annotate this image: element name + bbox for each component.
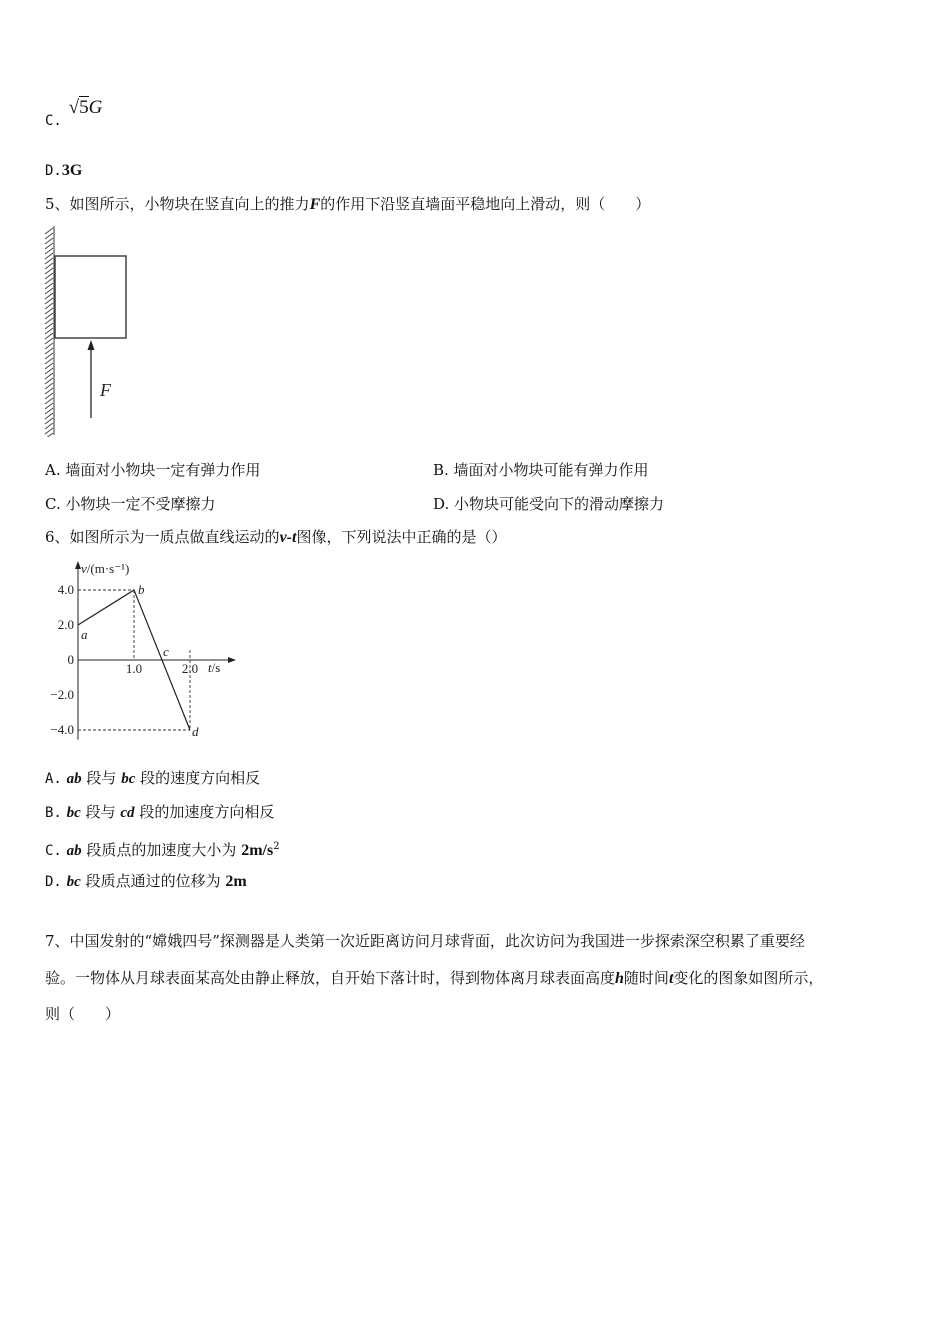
q5-option-b: B. 墙面对小物块可能有弹力作用 <box>433 461 649 479</box>
q7-number: 7、 <box>45 932 70 950</box>
option-d-label: D. <box>45 163 62 179</box>
point-label-d: d <box>192 724 199 739</box>
hatch-line <box>45 303 53 309</box>
q6-b-seg1: bc <box>66 805 81 821</box>
q6-a-seg2: bc <box>121 771 136 787</box>
hatch-line <box>45 263 53 269</box>
hatch-line <box>45 398 53 404</box>
question-7-line3: 则（ ） <box>45 1005 121 1023</box>
q7-var-t: t <box>668 970 674 987</box>
hatch-line <box>45 258 53 264</box>
hatch-line <box>45 388 53 394</box>
q6-option-b <box>45 802 274 823</box>
hatch-line <box>45 308 53 314</box>
hatch-line <box>45 413 53 419</box>
hatch-line <box>45 393 53 399</box>
hatch-line <box>45 268 53 274</box>
q6-d-text1: 段质点通过的位移为 <box>85 872 221 890</box>
q5-figure <box>40 222 150 437</box>
y-tick-label: 4.0 <box>57 582 74 597</box>
hatch-line <box>45 273 53 279</box>
hatch-line <box>45 383 53 389</box>
force-arrow-head <box>88 340 95 350</box>
q6-option-a <box>45 768 260 789</box>
hatch-line <box>45 283 53 289</box>
q6-var-vt: v-t <box>279 529 297 546</box>
hatch-line <box>45 358 53 364</box>
hatch-line <box>45 293 53 299</box>
q7-line2-a: 验。一物体从月球表面某高处由静止释放，自开始下落计时，得到物体离月球表面高度 <box>45 969 616 987</box>
x-axis-label <box>208 660 220 675</box>
question-7-line2 <box>45 968 823 989</box>
hatch-line <box>45 243 53 249</box>
option-d-q4 <box>45 160 82 181</box>
q6-d-value: 2m <box>225 873 247 890</box>
y-axis-label <box>81 561 129 576</box>
y-tick-label: −2.0 <box>50 687 74 702</box>
hatch-line <box>45 323 53 329</box>
q5-option-c: C. 小物块一定不受摩擦力 <box>45 495 216 513</box>
q6-c-exponent: 2 <box>273 841 280 852</box>
wall-hatching <box>45 226 54 437</box>
hatch-line <box>45 353 53 359</box>
sqrt-expression: √5G <box>68 97 103 118</box>
q6-c-prefix: C. <box>45 843 62 859</box>
hatch-line <box>45 298 53 304</box>
q5-number: 5、 <box>45 195 70 213</box>
q6-a-prefix: A. <box>45 771 62 787</box>
question-6-stem <box>45 527 506 548</box>
hatch-line <box>45 368 53 374</box>
hatch-line <box>45 348 53 354</box>
hatch-line <box>45 423 53 429</box>
q6-d-seg1: bc <box>66 874 81 890</box>
q6-option-d <box>45 871 247 892</box>
radicand: 5 <box>79 97 89 118</box>
point-label-a: a <box>81 627 88 642</box>
q7-line1: 中国发射的“嫦娥四号”探测器是人类第一次近距离访问月球背面，此次访问为我国进一步探索深空积累了重要经 <box>69 932 805 950</box>
x-tick-label: 2.0 <box>181 661 199 676</box>
q5-text-b: 的作用下沿竖直墙面平稳地向上滑动，则（ ） <box>320 195 651 213</box>
q6-a-text2: 段的速度方向相反 <box>140 769 261 787</box>
q6-text-a: 如图所示为一质点做直线运动的 <box>69 528 280 546</box>
q6-b-text1: 段与 <box>85 803 116 821</box>
q6-c-value: 2m/s <box>241 842 274 859</box>
q6-d-prefix: D. <box>45 874 62 890</box>
hatch-line <box>45 333 53 339</box>
hatch-line <box>45 253 53 259</box>
hatch-line <box>45 328 53 334</box>
question-7-line1 <box>45 931 915 951</box>
y-tick-label: −4.0 <box>50 722 74 737</box>
q6-c-seg1: ab <box>66 843 82 859</box>
y-tick-label: 2.0 <box>57 617 74 632</box>
q7-var-h: h <box>615 970 624 987</box>
y-axis-unit: /(m·s⁻¹) <box>86 561 130 576</box>
hatch-line <box>45 278 53 284</box>
q6-a-text1: 段与 <box>86 769 117 787</box>
hatch-line <box>45 378 53 384</box>
hatch-line <box>45 428 53 434</box>
point-label-b: b <box>138 582 145 597</box>
hatch-line <box>45 338 53 344</box>
q7-line2-b: 随时间 <box>623 969 669 987</box>
q5-option-a: A. 墙面对小物块一定有弹力作用 <box>45 461 261 479</box>
x-axis-var: t <box>208 660 212 675</box>
q6-option-c <box>45 837 280 861</box>
hatch-line <box>45 288 53 294</box>
hatch-line <box>45 233 53 239</box>
option-d-value: 3G <box>61 162 83 179</box>
q6-b-seg2: cd <box>120 805 135 821</box>
hatch-line <box>45 313 53 319</box>
force-label: F <box>100 380 111 400</box>
hatch-line <box>45 403 53 409</box>
q6-number: 6、 <box>45 528 70 546</box>
hatch-line <box>45 408 53 414</box>
option-c-label: C. <box>45 113 62 129</box>
q5-text-a: 如图所示，小物块在竖直向上的推力 <box>69 195 310 213</box>
x-axis-arrow <box>228 657 236 663</box>
q6-b-prefix: B. <box>45 805 62 821</box>
hatch-line <box>45 373 53 379</box>
hatch-line <box>45 318 53 324</box>
q6-a-seg1: ab <box>66 771 82 787</box>
q6-c-text1: 段质点的加速度大小为 <box>86 841 237 859</box>
hatch-line <box>45 343 53 349</box>
vt-chart <box>40 556 240 746</box>
x-axis-unit: /s <box>211 660 221 675</box>
option-c-q4 <box>45 97 103 129</box>
variable-g: G <box>88 97 103 118</box>
hatch-line <box>45 418 53 424</box>
q5-option-d: D. 小物块可能受向下的滑动摩擦力 <box>433 495 665 513</box>
point-label-c: c <box>163 644 169 659</box>
hatch-line <box>45 228 53 234</box>
hatch-line <box>45 363 53 369</box>
q6-text-b: 图像，下列说法中正确的是（） <box>296 528 507 546</box>
y-axis-var: v <box>81 561 87 576</box>
hatch-line <box>45 238 53 244</box>
block <box>55 256 126 338</box>
question-5-stem <box>45 194 650 215</box>
hatch-line <box>45 248 53 254</box>
x-tick-label: 1.0 <box>125 661 143 676</box>
y-tick-label: 0 <box>67 652 74 667</box>
q6-b-text2: 段的加速度方向相反 <box>139 803 275 821</box>
q7-line2-c: 变化的图象如图所示， <box>673 969 824 987</box>
q5-var-f: F <box>309 196 321 213</box>
